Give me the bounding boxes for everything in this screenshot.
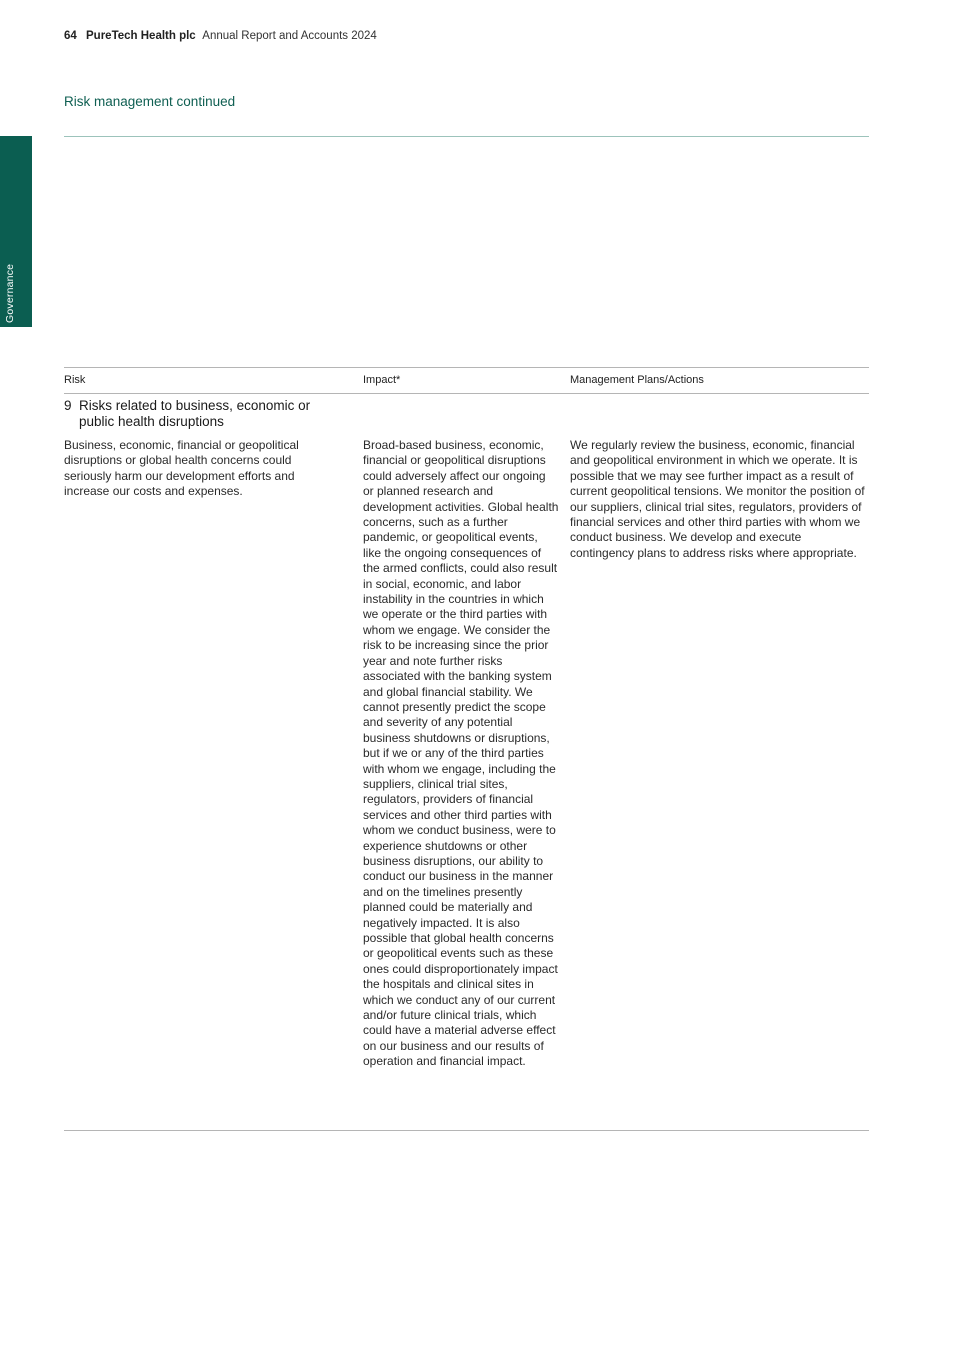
management-actions: We regularly review the business, economic, financial and geopolitical environment in which we operate. It is possible that we may see further impact as a result of current geopolitical tensions. We monitor the position of our suppliers, clinical trial sites, regulators, providers of financial services and other third parties with whom we conduct business. We develop and execute contingency plans to address risks where appropriate. [570,438,865,560]
report-title: Annual Report and Accounts 2024 [202,30,377,42]
impact-description: Broad-based business, economic, financial or geopolitical disruptions could adversely affect our ongoing or planned research and development activities. Global health concerns, such as a further pandemic, or geopolitical events, like the ongoing consequences of the armed conflicts, could also result in social, economic, and labor instability in the countries in which we operate or the third parties with whom we engage. We consider the risk to be increasing since the prior year and note further risks associated with the banking system and global financial stability. We cannot presently predict the scope and severity of any potential business shutdowns or disruptions, but if we or any of the third parties with whom we engage, including the suppliers, clinical trial sites, regulators, providers of financial services and other third parties with whom we conduct business, were to experience shutdowns or other business disruptions, our ability to conduct our business in the manner and on the timelines presently planned could be materially and negatively impacted. It is also possible that global health concerns or geopolitical events such as these ones could disproportionately impact the hospitals and clinical sites in which we conduct any of our current and/or future clinical trials, which could have a material adverse effect on our business and our results of operation and financial impact. [363,438,559,1069]
column-header-impact: Impact* [363,374,401,386]
table-header-rule [64,393,869,394]
risk-heading [64,398,349,430]
risk-title: Risks related to business, economic or public health disruptions [79,398,311,429]
table-header [64,368,869,393]
table-row [64,398,869,1130]
section-title: Risk management continued [64,94,236,109]
side-section-tab [0,136,32,327]
page-number: 64 [64,30,77,42]
side-tab-label: Governance [4,263,16,323]
table-bottom-rule [64,1130,869,1131]
column-header-risk: Risk [64,374,86,386]
risk-row-body [64,438,869,1130]
risk-number: 9 [64,398,72,413]
page-header [64,30,377,42]
title-divider [64,136,869,137]
column-header-management: Management Plans/Actions [570,374,704,386]
risk-table [64,367,869,1131]
company-name: PureTech Health plc [86,30,196,42]
risk-description: Business, economic, financial or geopolitical disruptions or global health concerns could seriously harm our development efforts and increase our costs and expenses. [64,438,299,499]
